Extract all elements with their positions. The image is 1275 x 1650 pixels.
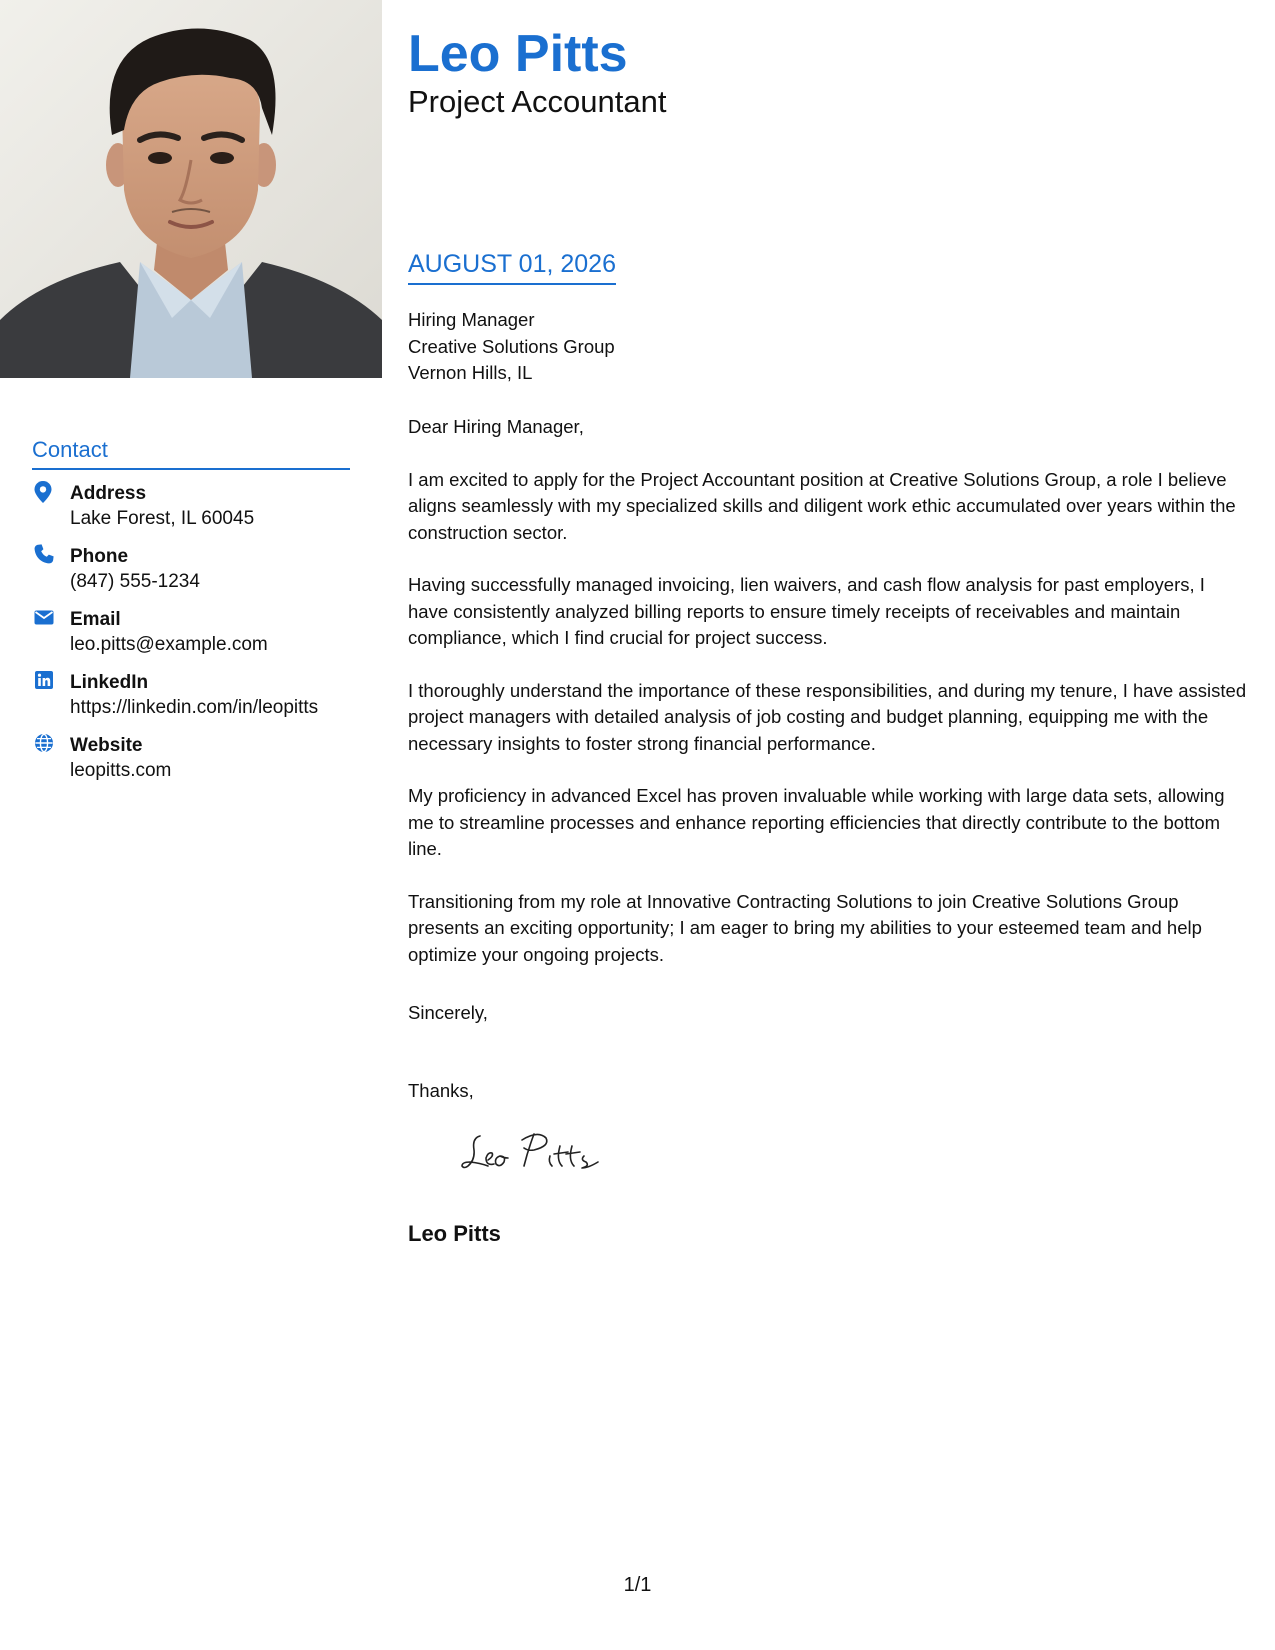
signature-image [458,1126,628,1176]
envelope-icon [34,607,54,629]
contact-value-address: Lake Forest, IL 60045 [70,508,255,529]
profile-photo [0,0,382,378]
paragraph-1: I am excited to apply for the Project Accountant position at Creative Solutions Group, a role I believe aligns seamlessly with my specialized skills and diligent work ethic accumulated over years within the construction sector. [408,468,1236,543]
contact-value-email[interactable]: leo.pitts@example.com [70,634,268,655]
phone-icon [34,544,54,566]
recipient-name: Hiring Manager [408,309,535,330]
contact-value-linkedin[interactable]: https://linkedin.com/in/leopitts [70,697,319,718]
contact-label-phone: Phone [70,546,129,567]
linkedin-icon [34,670,54,692]
paragraph-5: Transitioning from my role at Innovative Contracting Solutions to join Creative Solutions Group presents an exciting opportunity; I am eager to bring my abilities to your esteemed team and help optimize your ongoing projects. [408,890,1202,965]
contact-item-email [32,607,362,670]
contact-item-website [32,733,362,796]
contact-label-website: Website [70,735,143,756]
letter-body [408,414,1248,994]
contact-item-linkedin [32,670,362,733]
paragraph-2: Having successfully managed invoicing, lien waivers, and cash flow analysis for past employers, I have consistently analyzed billing reports to ensure timely receipts of receivables and maintain compliance, which I find crucial for project success. [408,574,1205,648]
contact-value-phone: (847) 555-1234 [70,571,200,592]
letter-date: AUGUST 01, 2026 [408,248,616,285]
job-title: Project Accountant [408,84,667,119]
thanks-line: Thanks, [408,1080,474,1101]
contact-list [32,481,362,796]
recipient-location: Vernon Hills, IL [408,362,533,383]
contact-label-address: Address [70,483,147,504]
contact-heading: Contact [32,436,350,470]
recipient-block [408,307,615,387]
closing: Sincerely, [408,1002,488,1023]
page-number: 1/1 [623,1574,652,1596]
paragraph-4: My proficiency in advanced Excel has proven invaluable while working with large data sets, allowing me to streamline processes and enhance reporting efficiencies that directly contribute to the bottom line. [408,785,1225,859]
paragraph-3: I thoroughly understand the importance of these responsibilities, and during my tenure, I have assisted project managers with detailed analysis of job costing and budget planning, equipping me with the necessary insights to foster strong financial performance. [408,679,1247,754]
contact-item-phone [32,544,362,607]
recipient-company: Creative Solutions Group [408,335,615,357]
globe-icon [34,733,54,755]
contact-item-address [32,481,362,544]
signer-name: Leo Pitts [408,1221,501,1246]
contact-label-email: Email [70,609,121,630]
sidebar [0,0,382,1650]
map-pin-icon [34,481,54,503]
candidate-name: Leo Pitts [408,25,628,83]
contact-label-linkedin: LinkedIn [70,672,149,693]
salutation: Dear Hiring Manager, [408,416,584,437]
contact-value-website[interactable]: leopitts.com [70,760,172,781]
